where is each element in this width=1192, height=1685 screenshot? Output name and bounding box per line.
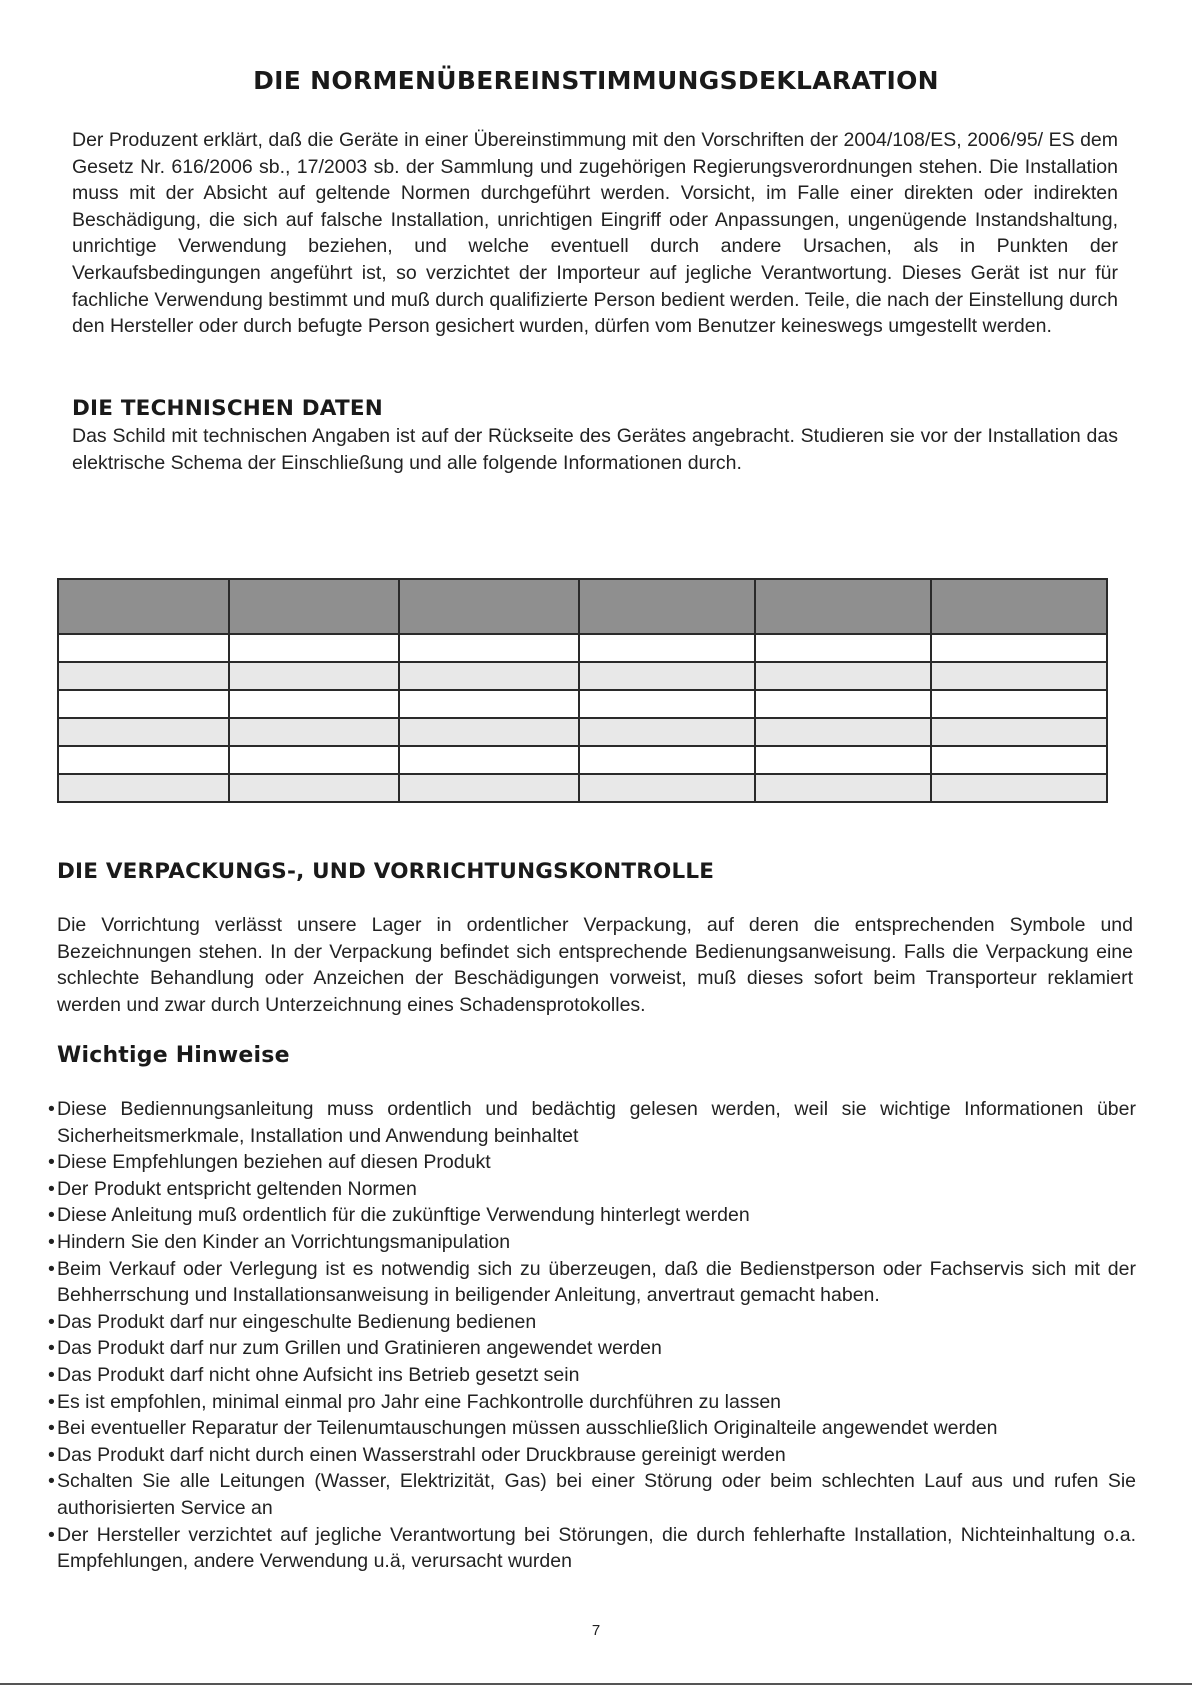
table-cell (579, 662, 755, 690)
table-cell (58, 718, 229, 746)
bullet-icon: • (48, 1470, 55, 1493)
important-notes-heading: Wichtige Hinweise (57, 1043, 290, 1068)
table-header-cell (58, 579, 229, 634)
list-item-text: Das Produkt darf nur eingeschulte Bedienung bedienen (57, 1310, 537, 1333)
table-cell (931, 662, 1107, 690)
page-number: 7 (591, 1622, 601, 1639)
table-cell (58, 634, 229, 662)
bullet-icon: • (48, 1337, 55, 1360)
bullet-icon: • (48, 1257, 55, 1280)
table-cell (58, 662, 229, 690)
list-item (50, 1522, 1136, 1575)
bullet-icon: • (48, 1390, 55, 1413)
table-cell (931, 634, 1107, 662)
list-item-text: Das Produkt darf nicht ohne Aufsicht ins Betrieb gesetzt sein (57, 1363, 580, 1386)
list-item-text: Das Produkt darf nicht durch einen Wasserstrahl oder Druckbrause gereinigt werden (57, 1443, 786, 1466)
page-title: DIE NORMENÜBEREINSTIMMUNGSDEKLARATION (253, 66, 939, 95)
table-cell (399, 718, 579, 746)
table-header-cell (229, 579, 399, 634)
table-cell (229, 634, 399, 662)
table-row (58, 662, 1107, 690)
list-item-text: Der Hersteller verzichtet auf jegliche Verantwortung bei Störungen, die durch fehlerhafte Installation, Nichteinhaltung o.a. Empfehlungen, andere Verwendung u.ä, verursacht wurden (57, 1523, 1136, 1573)
table-cell (58, 746, 229, 774)
bullet-icon: • (48, 1310, 55, 1333)
table-cell (755, 634, 931, 662)
bullet-icon: • (48, 1523, 55, 1546)
table-cell (755, 746, 931, 774)
table-cell (399, 634, 579, 662)
list-item (50, 1335, 1136, 1362)
list-item-text: Das Produkt darf nur zum Grillen und Gratinieren angewendet werden (57, 1337, 662, 1360)
list-item-text: Es ist empfohlen, minimal einmal pro Jahr eine Fachkontrolle durchführen zu lassen (57, 1390, 782, 1413)
table-cell (229, 662, 399, 690)
bullet-icon: • (48, 1177, 55, 1200)
table-cell (579, 690, 755, 718)
table-header-cell (931, 579, 1107, 634)
list-item-text: Beim Verkauf oder Verlegung ist es notwendig sich zu überzeugen, daß die Bedienstperson oder Fachservis sich mit der Behherrschung und Installationsanweisung in beiligender Anleitung, anvertraut gemacht haben. (57, 1257, 1136, 1307)
table-cell (229, 690, 399, 718)
list-item (50, 1149, 1136, 1176)
table-cell (931, 690, 1107, 718)
list-item-text: Diese Anleitung muß ordentlich für die zukünftige Verwendung hinterlegt werden (57, 1204, 750, 1227)
table-cell (931, 774, 1107, 802)
declaration-paragraph: Der Produzent erklärt, daß die Geräte in einer Übereinstimmung mit den Vorschriften der 2004/108/ES, 2006/95/ ES dem Gesetz Nr. 616/2006 sb., 17/2003 sb. der Sammlung und zugehörigen Regierungsverordnungen stehen. Die Installation muss mit der Absicht auf geltende Normen durchgeführt werden. Vorsicht, im Falle einer direkten oder indirekten Beschädigung, die sich auf falsche Installation, unrichtigen Eingriff oder Anpassungen, ungenügende Instandshaltung, unrichtige Verwendung beziehen, und welche eventuell durch andere Ursachen, als in Punkten der Verkaufsbedingungen angeführt ist, so verzichtet der Importeur auf jegliche Verantwortung. Dieses Gerät ist nur für fachliche Verwendung bestimmt und muß durch qualifizierte Person bedient werden. Teile, die nach der Einstellung durch den Hersteller oder durch befugte Person gesichert wurden, dürfen vom Benutzer keineswegs umgestellt werden. (72, 129, 1118, 338)
list-item (50, 1202, 1136, 1229)
table-cell (579, 718, 755, 746)
list-item (50, 1415, 1136, 1442)
table-cell (399, 690, 579, 718)
list-item-text: Der Produkt entspricht geltenden Normen (57, 1177, 417, 1200)
table-row (58, 718, 1107, 746)
table-cell (399, 774, 579, 802)
table-cell (399, 662, 579, 690)
technical-data-heading: DIE TECHNISCHEN DATEN (72, 396, 383, 421)
list-item (50, 1389, 1136, 1416)
list-item (50, 1309, 1136, 1336)
table-header-cell (399, 579, 579, 634)
table-body (58, 634, 1107, 802)
bullet-icon: • (48, 1098, 55, 1120)
bullet-icon: • (48, 1443, 55, 1466)
table-cell (755, 690, 931, 718)
table-header-cell (579, 579, 755, 634)
table-cell (229, 718, 399, 746)
bullet-icon: • (48, 1151, 55, 1174)
list-item-text: Bei eventueller Reparatur der Teilenumtauschungen müssen ausschließlich Originalteile angewendet werden (57, 1417, 998, 1440)
bullet-icon: • (48, 1230, 55, 1253)
table-row (58, 634, 1107, 662)
table-header-cell (755, 579, 931, 634)
table-cell (58, 690, 229, 718)
packaging-paragraph: Die Vorrichtung verlässt unsere Lager in ordentlicher Verpackung, auf deren die entsprechenden Symbole und Bezeichnungen stehen. In der Verpackung befindet sich entsprechende Bedienungsanweisung. Falls die Verpackung eine schlechte Behandlung oder Anzeichen der Beschädigungen vorweist, muß dieses sofort beim Transporteur reklamiert werden und zwar durch Unterzeichnung eines Schadensprotokolles. (57, 914, 1133, 1016)
table-cell (755, 718, 931, 746)
list-item-text: Schalten Sie alle Leitungen (Wasser, Elektrizität, Gas) bei einer Störung oder beim schlechten Lauf aus und rufen Sie authorisierten Service an (57, 1470, 1136, 1519)
list-item (50, 1229, 1136, 1256)
table-cell (58, 774, 229, 802)
table-cell (931, 746, 1107, 774)
table-cell (399, 746, 579, 774)
table-cell (229, 746, 399, 774)
table-cell (755, 662, 931, 690)
list-item-text: Diese Empfehlungen beziehen auf diesen Produkt (57, 1151, 491, 1174)
table-cell (755, 774, 931, 802)
important-notes-list (50, 1096, 1136, 1575)
table-cell (579, 774, 755, 802)
bullet-icon: • (48, 1204, 55, 1227)
table-cell (579, 634, 755, 662)
list-item-text: Diese Bediennungsanleitung muss ordentlich und bedächtig gelesen werden, weil sie wichtige Informationen über Sicherheitsmerkmale, Installation und Anwendung beinhaltet (57, 1098, 1136, 1147)
list-item (50, 1362, 1136, 1389)
table-row (58, 690, 1107, 718)
list-item (50, 1176, 1136, 1203)
list-item (50, 1468, 1136, 1521)
table-header-row (58, 579, 1107, 634)
technical-data-table (57, 578, 1108, 803)
list-item (50, 1256, 1136, 1309)
packaging-heading: DIE VERPACKUNGS-, UND VORRICHTUNGSKONTROLLE (57, 859, 715, 884)
technical-data-paragraph: Das Schild mit technischen Angaben ist auf der Rückseite des Gerätes angebracht. Studieren sie vor der Installation das elektrische Schema der Einschließung und alle folgende Informationen durch. (72, 425, 1118, 474)
bullet-icon: • (48, 1363, 55, 1386)
table-row (58, 774, 1107, 802)
list-item-text: Hindern Sie den Kinder an Vorrichtungsmanipulation (57, 1230, 511, 1253)
table-cell (579, 746, 755, 774)
table-row (58, 746, 1107, 774)
table-cell (931, 718, 1107, 746)
bullet-icon: • (48, 1417, 55, 1440)
list-item (50, 1442, 1136, 1469)
list-item (50, 1096, 1136, 1149)
table-cell (229, 774, 399, 802)
